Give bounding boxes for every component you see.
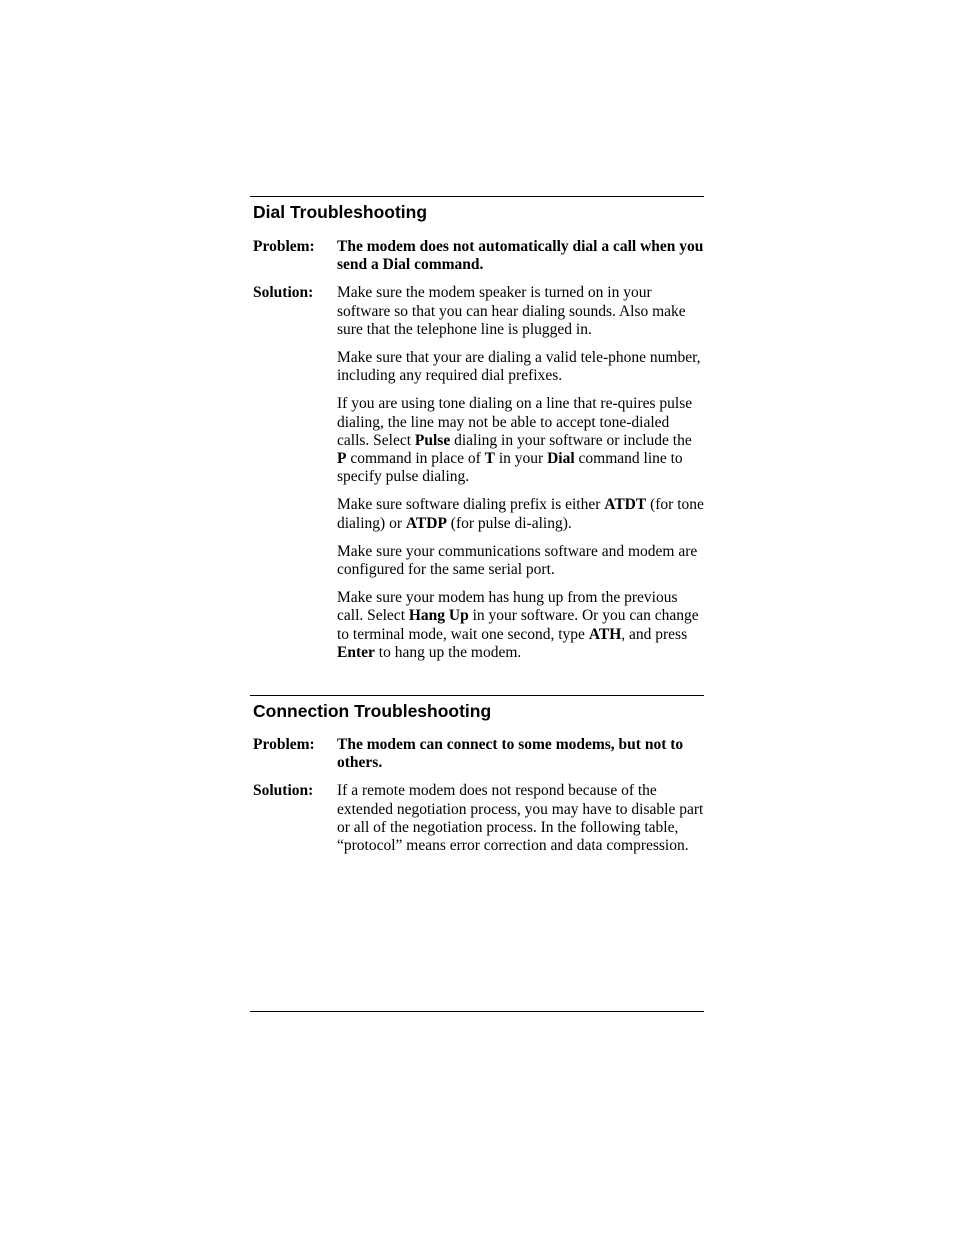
solution-content	[337, 284, 704, 662]
section-divider	[250, 695, 704, 696]
problem-row	[253, 736, 704, 772]
problem-text: The modem does not automatically dial a call when you send a Dial command.	[337, 238, 704, 274]
solution-label: Solution:	[253, 284, 314, 302]
section-divider	[250, 196, 704, 197]
problem-label: Problem:	[253, 736, 315, 754]
command-term: T	[484, 450, 495, 468]
section-title: Connection Troubleshooting	[253, 701, 492, 722]
page-footer-rule	[250, 1011, 704, 1012]
solution-paragraph: Make sure the modem speaker is turned on in your software so that you can hear dialing sounds. Also make sure that the telephone line is plugged in.	[337, 284, 686, 338]
solution-row	[253, 284, 704, 662]
solution-paragraph: If a remote modem does not respond because of the extended negotiation process, you may have to disable part or all of the negotiation process. In the following table, “protocol” means error correction and data compression.	[337, 782, 704, 855]
manual-page	[250, 196, 704, 855]
solution-row	[253, 782, 704, 855]
solution-paragraph: Make sure software dialing prefix is either ATDT (for tone dialing) or ATDP (for pulse di-aling).	[337, 496, 704, 532]
problem-label: Problem:	[253, 238, 315, 255]
command-term: Dial	[547, 450, 575, 468]
command-term: Hang Up	[408, 607, 469, 625]
problem-row	[253, 238, 704, 274]
solution-paragraph: Make sure your modem has hung up from the previous call. Select Hang Up in your software. Or you can change to terminal mode, wait one second, type ATH, and press Enter to hang up the modem.	[337, 589, 699, 661]
problem-text: The modem can connect to some modems, but not to others.	[337, 736, 684, 772]
command-term: ATDT	[604, 496, 647, 514]
command-term: ATH	[588, 625, 622, 643]
command-term: Pulse	[414, 431, 451, 449]
command-term: ATDP	[405, 514, 447, 532]
solution-paragraph: Make sure that your are dialing a valid tele-phone number, including any required dial prefixes.	[337, 349, 701, 385]
solution-paragraph: Make sure your communications software and modem are configured for the same serial port.	[337, 542, 698, 579]
solution-content	[337, 782, 704, 855]
command-term: P	[337, 450, 347, 468]
solution-paragraph: If you are using tone dialing on a line that re-quires pulse dialing, the line may not be able to accept tone-dialed calls. Select Pulse dialing in your software or include the P command in place of T in your Dial command line to specify pulse dialing.	[337, 395, 693, 486]
command-term: Enter	[337, 643, 375, 661]
section-title: Dial Troubleshooting	[253, 202, 428, 222]
solution-label: Solution:	[253, 782, 314, 800]
